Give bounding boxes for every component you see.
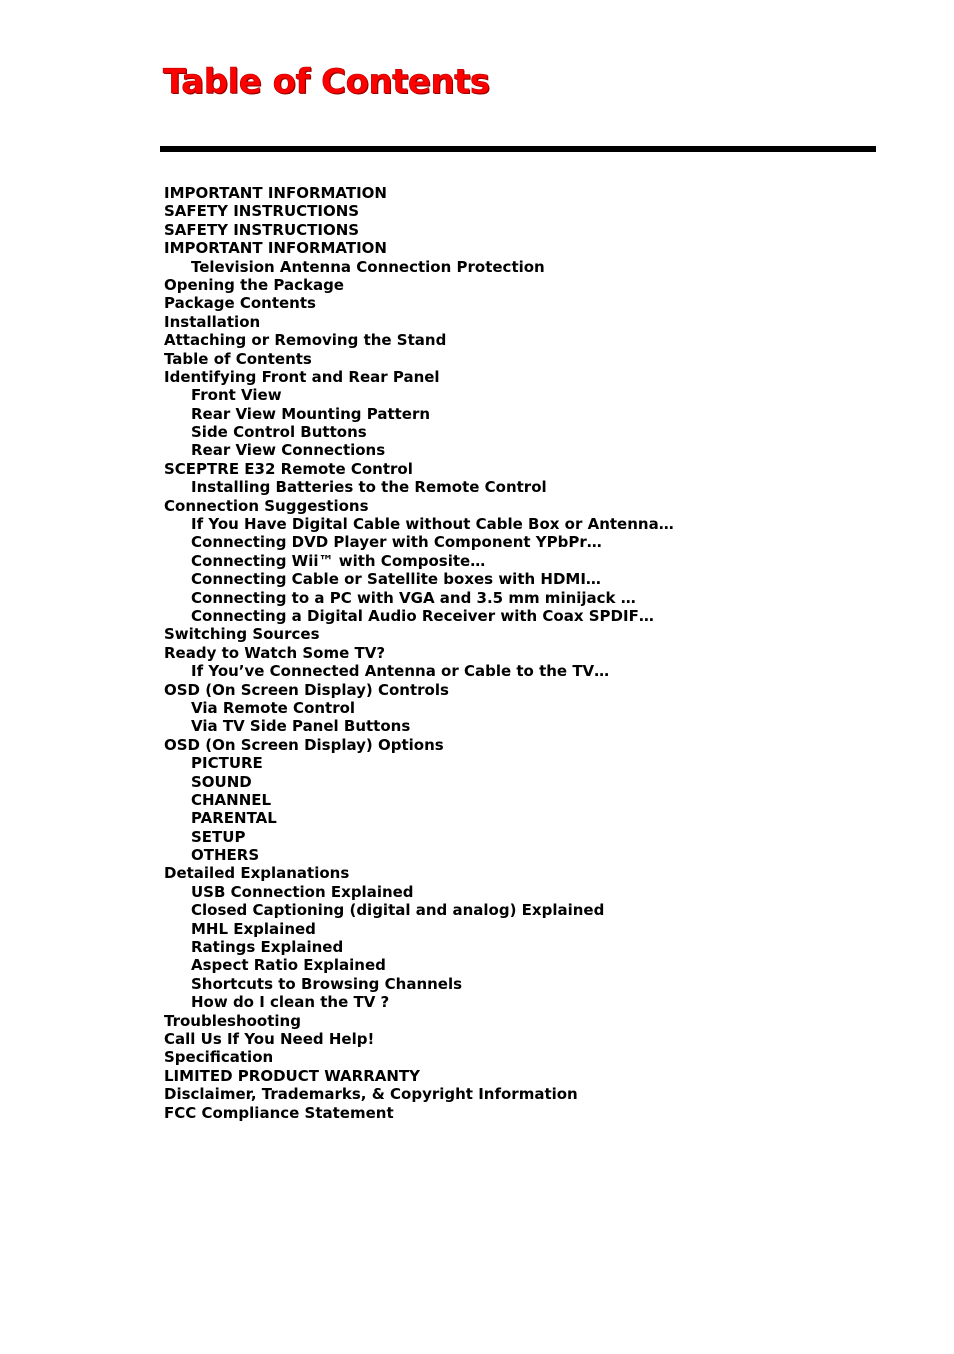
toc-entry[interactable]: SAFETY INSTRUCTIONS [164,202,360,221]
toc-subentry[interactable]: Aspect Ratio Explained [191,956,386,975]
page-title: Table of Contents [163,62,490,102]
toc-subentry[interactable]: Connecting Cable or Satellite boxes with HDMI… [191,570,601,589]
toc-subentry[interactable]: Connecting Wii™ with Composite… [191,551,486,570]
toc-entry[interactable]: Identifying Front and Rear Panel [164,367,440,386]
toc-subentry[interactable]: Rear View Mounting Pattern [191,404,431,423]
toc-subentry[interactable]: USB Connection Explained [191,882,414,901]
toc-entry[interactable]: Package Contents [164,294,316,313]
toc-entry[interactable]: Disclaimer, Trademarks, & Copyright Information [164,1085,578,1104]
toc-entry[interactable]: FCC Compliance Statement [164,1103,394,1122]
toc-entry[interactable]: Installation [164,312,261,331]
toc-entry[interactable]: Specification [164,1048,274,1067]
toc-subentry[interactable]: SETUP [191,827,246,846]
toc-entry[interactable]: Ready to Watch Some TV? [164,643,386,662]
toc-subentry[interactable]: Shortcuts to Browsing Channels [191,974,463,993]
toc-subentry[interactable]: Closed Captioning (digital and analog) Explained [191,901,605,920]
toc-entry[interactable]: SAFETY INSTRUCTIONS [164,220,360,239]
toc-subentry[interactable]: Installing Batteries to the Remote Control [191,478,547,497]
toc-subentry[interactable]: If You’ve Connected Antenna or Cable to the TV… [191,662,610,681]
toc-entry[interactable]: OSD (On Screen Display) Options [164,735,444,754]
toc-subentry[interactable]: MHL Explained [191,919,316,938]
toc-subentry[interactable]: Front View [191,386,282,405]
toc-subentry[interactable]: Via TV Side Panel Buttons [191,717,411,736]
toc-entry[interactable]: Call Us If You Need Help! [164,1029,375,1048]
toc-subentry[interactable]: How do I clean the TV ? [191,993,390,1012]
toc-subentry[interactable]: Rear View Connections [191,441,386,460]
toc-entry[interactable]: Troubleshooting [164,1011,301,1030]
toc-entry[interactable]: OSD (On Screen Display) Controls [164,680,449,699]
toc-subentry[interactable]: PICTURE [191,754,263,773]
toc-subentry[interactable]: Side Control Buttons [191,423,367,442]
toc-subentry[interactable]: Television Antenna Connection Protection [191,257,545,276]
toc-entry[interactable]: IMPORTANT INFORMATION [164,239,387,258]
toc-entry[interactable]: Table of Contents [164,349,312,368]
toc-entry[interactable]: Attaching or Removing the Stand [164,331,447,350]
toc-entry[interactable]: Switching Sources [164,625,320,644]
toc-subentry[interactable]: Ratings Explained [191,938,344,957]
toc-entry[interactable]: SCEPTRE E32 Remote Control [164,459,413,478]
toc-subentry[interactable]: Connecting a Digital Audio Receiver with Coax SPDIF… [191,606,654,625]
toc-entry[interactable]: Opening the Package [164,275,344,294]
toc-entry[interactable]: IMPORTANT INFORMATION [164,184,387,202]
toc-subentry[interactable]: OTHERS [191,846,260,865]
table-of-contents-list [164,184,864,1122]
toc-subentry[interactable]: Connecting to a PC with VGA and 3.5 mm minijack … [191,588,636,607]
toc-subentry[interactable]: Via Remote Control [191,698,356,717]
toc-entry[interactable]: LIMITED PRODUCT WARRANTY [164,1066,421,1085]
title-rule [160,146,876,152]
toc-subentry[interactable]: CHANNEL [191,790,272,809]
toc-subentry[interactable]: PARENTAL [191,809,277,828]
toc-entry[interactable]: Connection Suggestions [164,496,369,515]
toc-subentry[interactable]: Connecting DVD Player with Component YPbPr… [191,533,602,552]
toc-subentry[interactable]: If You Have Digital Cable without Cable Box or Antenna… [191,515,674,534]
toc-subentry[interactable]: SOUND [191,772,252,791]
toc-entry[interactable]: Detailed Explanations [164,864,350,883]
